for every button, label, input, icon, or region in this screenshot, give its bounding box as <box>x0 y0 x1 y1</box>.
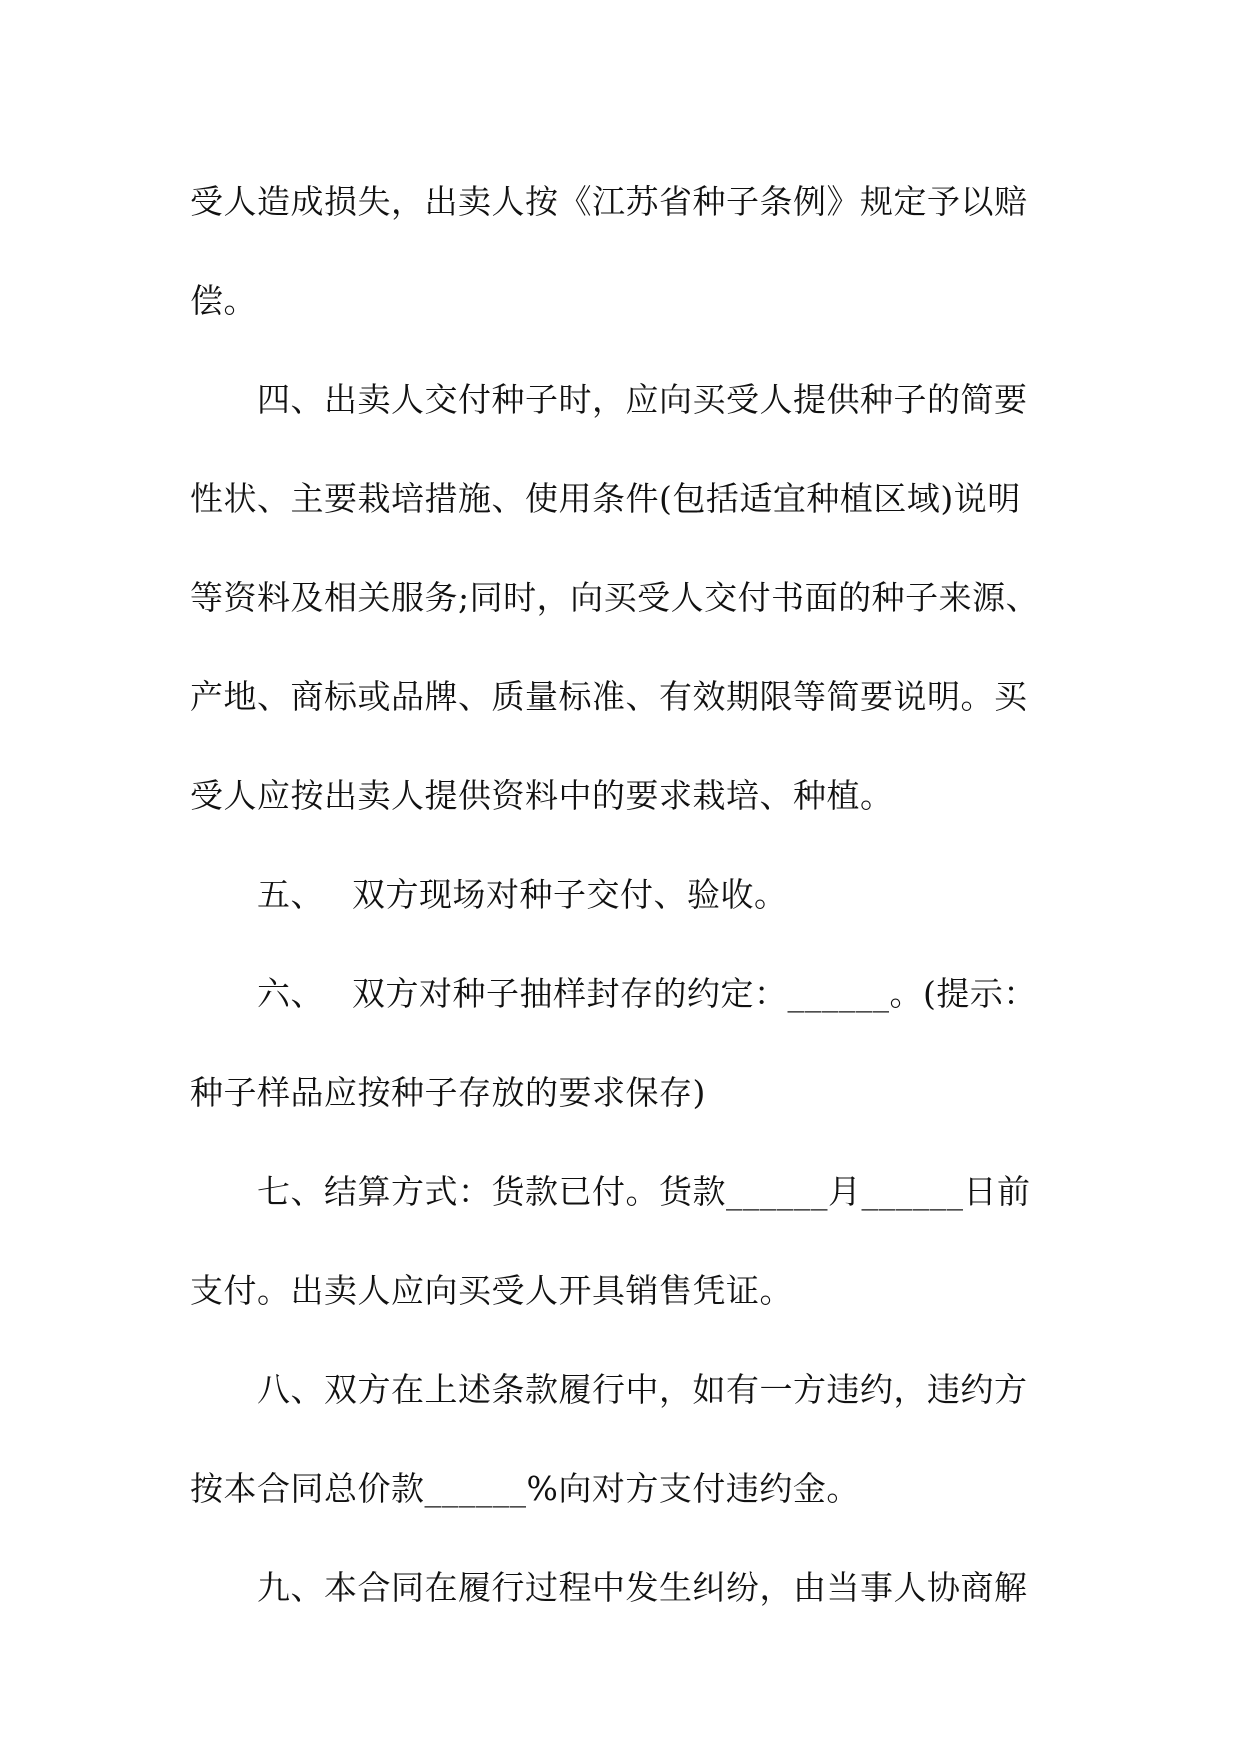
text-line: 偿。 <box>190 281 257 320</box>
paragraph-six-start: 六、 双方对种子抽样封存的约定：______。(提示： <box>257 974 1037 1013</box>
paragraph-five: 五、 双方现场对种子交付、验收。 <box>257 875 788 914</box>
text-line: 性状、主要栽培措施、使用条件(包括适宜种植区域)说明 <box>190 479 1021 518</box>
text-line: 支付。出卖人应向买受人开具销售凭证。 <box>190 1271 793 1310</box>
paragraph-four-start: 四、出卖人交付种子时，应向买受人提供种子的简要 <box>257 380 1028 419</box>
paragraph-nine-start: 九、本合同在履行过程中发生纠纷，由当事人协商解 <box>257 1568 1028 1607</box>
text-line: 等资料及相关服务;同时，向买受人交付书面的种子来源、 <box>190 578 1040 617</box>
text-line: 产地、商标或品牌、质量标准、有效期限等简要说明。买 <box>190 677 1028 716</box>
text-line: 受人造成损失，出卖人按《江苏省种子条例》规定予以赔 <box>190 182 1028 221</box>
paragraph-eight-start: 八、双方在上述条款履行中，如有一方违约，违约方 <box>257 1370 1028 1409</box>
paragraph-seven-start: 七、结算方式：货款已付。货款______月______日前 <box>257 1172 1031 1211</box>
text-line: 种子样品应按种子存放的要求保存) <box>190 1073 706 1112</box>
text-line: 按本合同总价款______%向对方支付违约金。 <box>190 1469 860 1508</box>
text-line: 受人应按出卖人提供资料中的要求栽培、种植。 <box>190 776 894 815</box>
